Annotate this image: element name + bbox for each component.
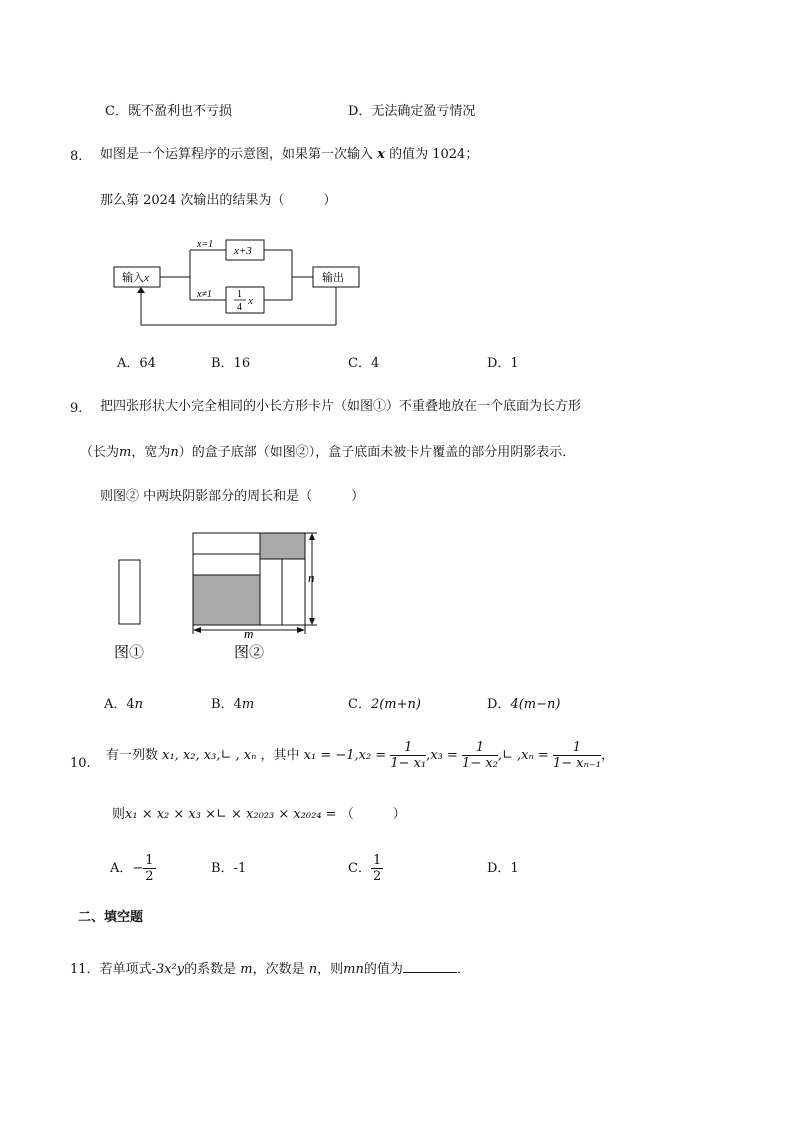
q7-option-d: D．无法确定盈亏情况	[348, 104, 476, 119]
q8-flow-diagram	[100, 230, 380, 330]
q8-number: 8.	[70, 149, 83, 164]
q9-line3: 则图② 中两块阴影部分的周长和是（ ）	[100, 489, 365, 504]
q10-option-d: D．1	[487, 861, 519, 876]
cond-equal-label: x=1	[197, 239, 214, 250]
q8-line1: 如图是一个运算程序的示意图，如果第一次输入 x 的值为 1024；	[100, 147, 479, 162]
q10-option-c: C． $\frac{1}{2}$	[348, 853, 382, 884]
q10-option-a: A．− $\frac{1}{2}$	[110, 853, 154, 884]
q9-option-c: C．2(m+n)	[348, 697, 421, 712]
label-m: m	[244, 626, 254, 641]
q8-line2: 那么第 2024 次输出的结果为（ ）	[100, 193, 337, 208]
fig1-label: 图①	[114, 645, 145, 661]
q10-line2: 则x₁ × x₂ × x₃ ×∟ × x₂₀₂₃ × x₂₀₂₄ = （ ）	[112, 807, 406, 822]
op-bottom-num: 1	[237, 289, 242, 300]
input-box-label: 输入x	[122, 272, 149, 284]
shaded-region-right	[260, 533, 305, 559]
shaded-region-left	[193, 575, 260, 625]
fig1-card	[119, 560, 140, 624]
cond-notequal-label: x≠1	[197, 289, 212, 300]
section-title: 二、填空题	[78, 910, 144, 925]
q10-option-b: B．-1	[211, 861, 247, 876]
q9-option-a: A．4n	[104, 697, 144, 712]
q9-number: 9.	[70, 401, 83, 416]
q9-line1: 把四张形状大小完全相同的小长方形卡片（如图①）不重叠地放在一个底面为长方形	[100, 399, 582, 414]
q8-option-d: D．1	[487, 356, 519, 371]
answer-blank[interactable]	[403, 960, 457, 973]
q11-line: 11．若单项式-3x²y的系数是 m，次数是 n，则mn的值为 ．	[70, 962, 470, 977]
fig2-label: 图②	[234, 645, 265, 661]
output-box-label: 输出	[322, 272, 344, 284]
q8-option-c: C．4	[348, 356, 380, 371]
q8-option-b: B．16	[211, 356, 251, 371]
q9-figures	[110, 528, 340, 668]
q10-line1: 有一列数 x₁, x₂, x₃,∟ , xₙ ，其中 x₁ = −1,x₂ = $\frac{1}{\text{1− x₁}}$ ,x₃ = $\frac{1}{\text{1− x₂}}$ ,∟ ,xₙ = $\frac{1}{\text{1− xₙ₋₁}}$ ，	[106, 740, 614, 771]
q9-line2: （长为m，宽为n）的盒子底部（如图②），盒子底面未被卡片覆盖的部分用阴影表示．	[80, 445, 576, 460]
op-bottom-den: 4	[237, 302, 242, 313]
op-bottom-var: x	[248, 295, 253, 307]
label-n: n	[308, 570, 315, 585]
q9-option-d: D．4(m−n)	[487, 697, 561, 712]
q10-number: 10.	[70, 756, 91, 771]
op-top-label: x+3	[234, 245, 252, 257]
q7-option-c: C．既不盈利也不亏损	[105, 104, 232, 119]
q8-option-a: A．64	[117, 356, 156, 371]
q9-option-b: B．4m	[211, 697, 255, 712]
